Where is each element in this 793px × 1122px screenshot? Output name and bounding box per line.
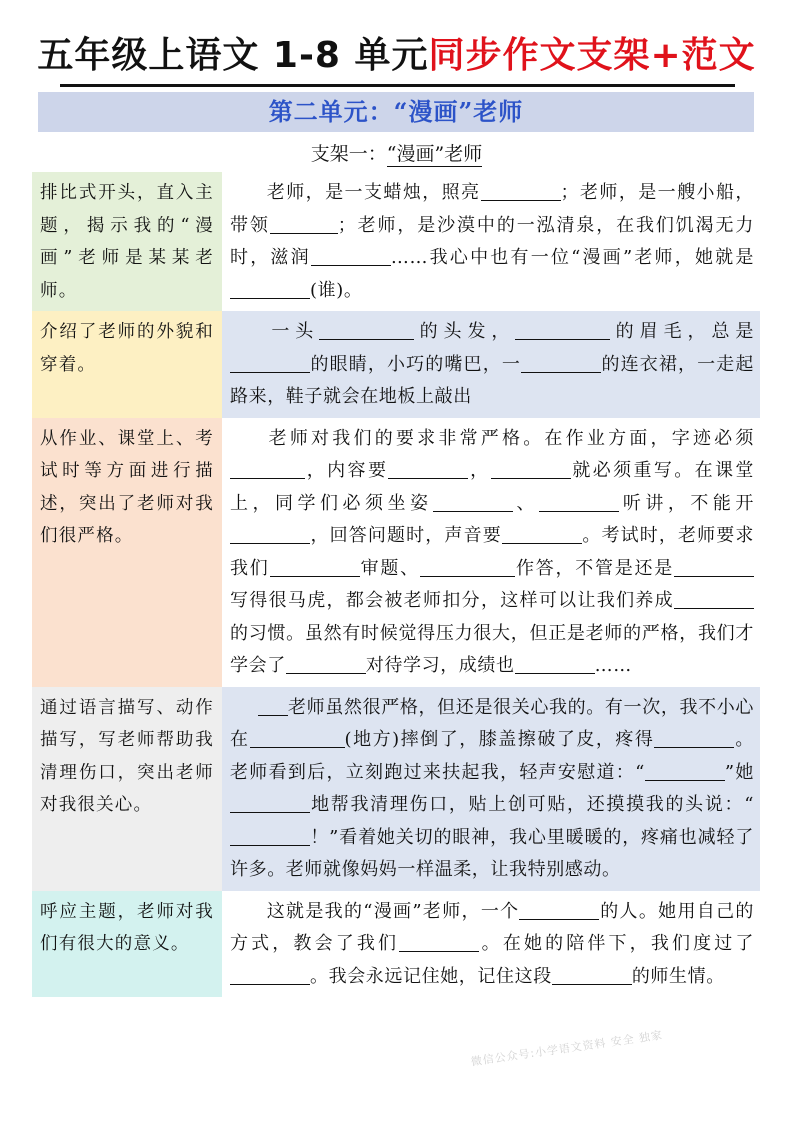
text-segment: 对待学习，成绩也: [365, 655, 515, 676]
text-segment: 的眉毛，总是: [610, 321, 754, 342]
fill-blank[interactable]: [311, 245, 391, 266]
text-segment: 写得很马虎，都会被老师扣分，这样可以让我们养成: [230, 590, 674, 611]
text-segment: 。老师看到后，立刻跑过来扶起我，轻声安慰道：“: [230, 729, 754, 783]
text-segment: 的连衣裙，一走起路来，鞋子就会在地板上敲出: [230, 353, 754, 407]
title-underline: [60, 84, 735, 87]
text-segment: ；老师，是沙漠中的一泓清泉，在我们饥渴无力时，滋润: [230, 214, 754, 268]
fill-blank[interactable]: [519, 899, 599, 920]
unit-banner: 第二单元：“漫画”老师: [38, 92, 754, 132]
text-segment: ！”看着她关切的眼神，我心里暖暖的，疼痛也减轻了许多。老师就像妈妈一样温柔，让我特别感动。: [230, 826, 754, 880]
fill-blank[interactable]: [502, 523, 582, 544]
table-row: [32, 687, 760, 891]
table-row: [32, 311, 760, 418]
text-segment: 。我会永远记住她，记住这段: [310, 965, 552, 987]
page-title: [0, 36, 793, 76]
fill-blank[interactable]: [645, 760, 725, 781]
frame-name: “漫画”老师: [386, 143, 483, 165]
fill-blank[interactable]: [481, 180, 561, 201]
fill-blank[interactable]: [286, 653, 366, 674]
frame-prefix: 支架一：: [310, 143, 387, 165]
row-text: [222, 891, 760, 998]
text-segment: (谁)。: [310, 279, 363, 301]
row-text: [222, 172, 760, 311]
fill-blank[interactable]: [230, 964, 310, 985]
text-segment: 老师虽然很严格，但还是很关心我的。有一次，我不小心在: [230, 696, 754, 750]
fill-blank[interactable]: [654, 727, 734, 748]
fill-blank[interactable]: [674, 588, 754, 609]
fill-blank[interactable]: [270, 556, 360, 577]
frame-title: [0, 140, 793, 168]
fill-blank[interactable]: [250, 727, 345, 748]
text-segment: ……我心中也有一位“漫画”老师，她就是: [390, 247, 754, 268]
text-segment: 作答，不管是还是: [514, 557, 674, 579]
text-segment: 听讲，不能开: [618, 492, 754, 514]
fill-blank[interactable]: [433, 491, 513, 512]
text-segment: 地帮我清理伤口，贴上创可贴，还摸摸我的头说：“: [310, 794, 754, 815]
text-segment: 老师对我们的要求非常严格。在作业方面，字迹必须: [266, 427, 754, 449]
row-label: 介绍了老师的外貌和穿着。: [32, 311, 222, 418]
row-label: 从作业、课堂上、考试时等方面进行描述，突出了老师对我们很严格。: [32, 418, 222, 687]
fill-blank[interactable]: [515, 319, 610, 340]
row-text: [222, 687, 760, 891]
fill-blank[interactable]: [230, 523, 310, 544]
text-segment: 就必须重写。在课堂上，同学们必须坐姿: [230, 460, 755, 514]
watermark: 微信公众号:小学语文资料 安全 独家: [470, 1028, 664, 1069]
row-text: [222, 418, 760, 687]
fill-blank[interactable]: [399, 931, 479, 952]
fill-blank[interactable]: [491, 458, 571, 479]
fill-blank[interactable]: [674, 556, 754, 577]
fill-blank[interactable]: [420, 556, 515, 577]
text-segment: 。在她的陪伴下，我们度过了: [479, 933, 754, 954]
fill-blank[interactable]: [230, 792, 310, 813]
text-segment: 的眼睛，小巧的嘴巴，一: [310, 353, 521, 375]
fill-blank[interactable]: [230, 458, 305, 479]
text-segment: 审题、: [359, 557, 420, 579]
row-label: 呼应主题，老师对我们有很大的意义。: [32, 891, 222, 998]
fill-blank[interactable]: [258, 695, 288, 716]
table-row: [32, 418, 760, 687]
text-segment: ，回答问题时，声音要: [310, 525, 502, 546]
fill-blank[interactable]: [319, 319, 414, 340]
text-segment: 。考试时，老师要求我们: [230, 525, 754, 579]
table-row: [32, 172, 760, 311]
text-segment: ，: [468, 460, 491, 481]
row-text: [222, 311, 760, 418]
text-segment: 老师，是一支蜡烛，照亮: [266, 182, 481, 203]
fill-blank[interactable]: [230, 352, 310, 373]
table-row: [32, 891, 760, 998]
row-label: 排比式开头，直入主题，揭示我的“漫画”老师是某某老师。: [32, 172, 222, 311]
fill-blank[interactable]: [388, 458, 468, 479]
text-segment: 的头发，: [414, 321, 516, 342]
text-segment: ……: [594, 655, 632, 676]
text-segment: ，内容要: [305, 460, 389, 481]
text-segment: 的师生情。: [631, 965, 725, 987]
fill-blank[interactable]: [270, 213, 338, 234]
text-segment: 、: [512, 492, 539, 514]
fill-blank[interactable]: [230, 278, 310, 299]
fill-blank[interactable]: [515, 653, 595, 674]
text-segment: 的人。她用自己的方式，教会了我们: [230, 900, 754, 954]
text-segment: (地方)摔倒了，膝盖擦破了皮，疼得: [344, 729, 655, 750]
text-segment: ”她: [724, 761, 754, 783]
text-segment: 的习惯。虽然有时候觉得压力很大，但正是老师的严格，我们才学会了: [230, 622, 754, 676]
fill-blank[interactable]: [521, 352, 601, 373]
row-label: 通过语言描写、动作描写，写老师帮助我清理伤口，突出老师对我很关心。: [32, 687, 222, 891]
title-black-part: 五年级上语文 1-8 单元: [37, 35, 429, 76]
text-segment: 一头: [266, 321, 320, 342]
title-red-part: 同步作文支架+范文: [428, 35, 756, 76]
fill-blank[interactable]: [539, 491, 619, 512]
fill-blank[interactable]: [230, 825, 310, 846]
fill-blank[interactable]: [552, 964, 632, 985]
text-segment: 这就是我的“漫画”老师，一个: [266, 900, 520, 922]
scaffold-table: [32, 172, 760, 997]
text-segment: ；老师，是一艘小船，带领: [230, 182, 754, 236]
